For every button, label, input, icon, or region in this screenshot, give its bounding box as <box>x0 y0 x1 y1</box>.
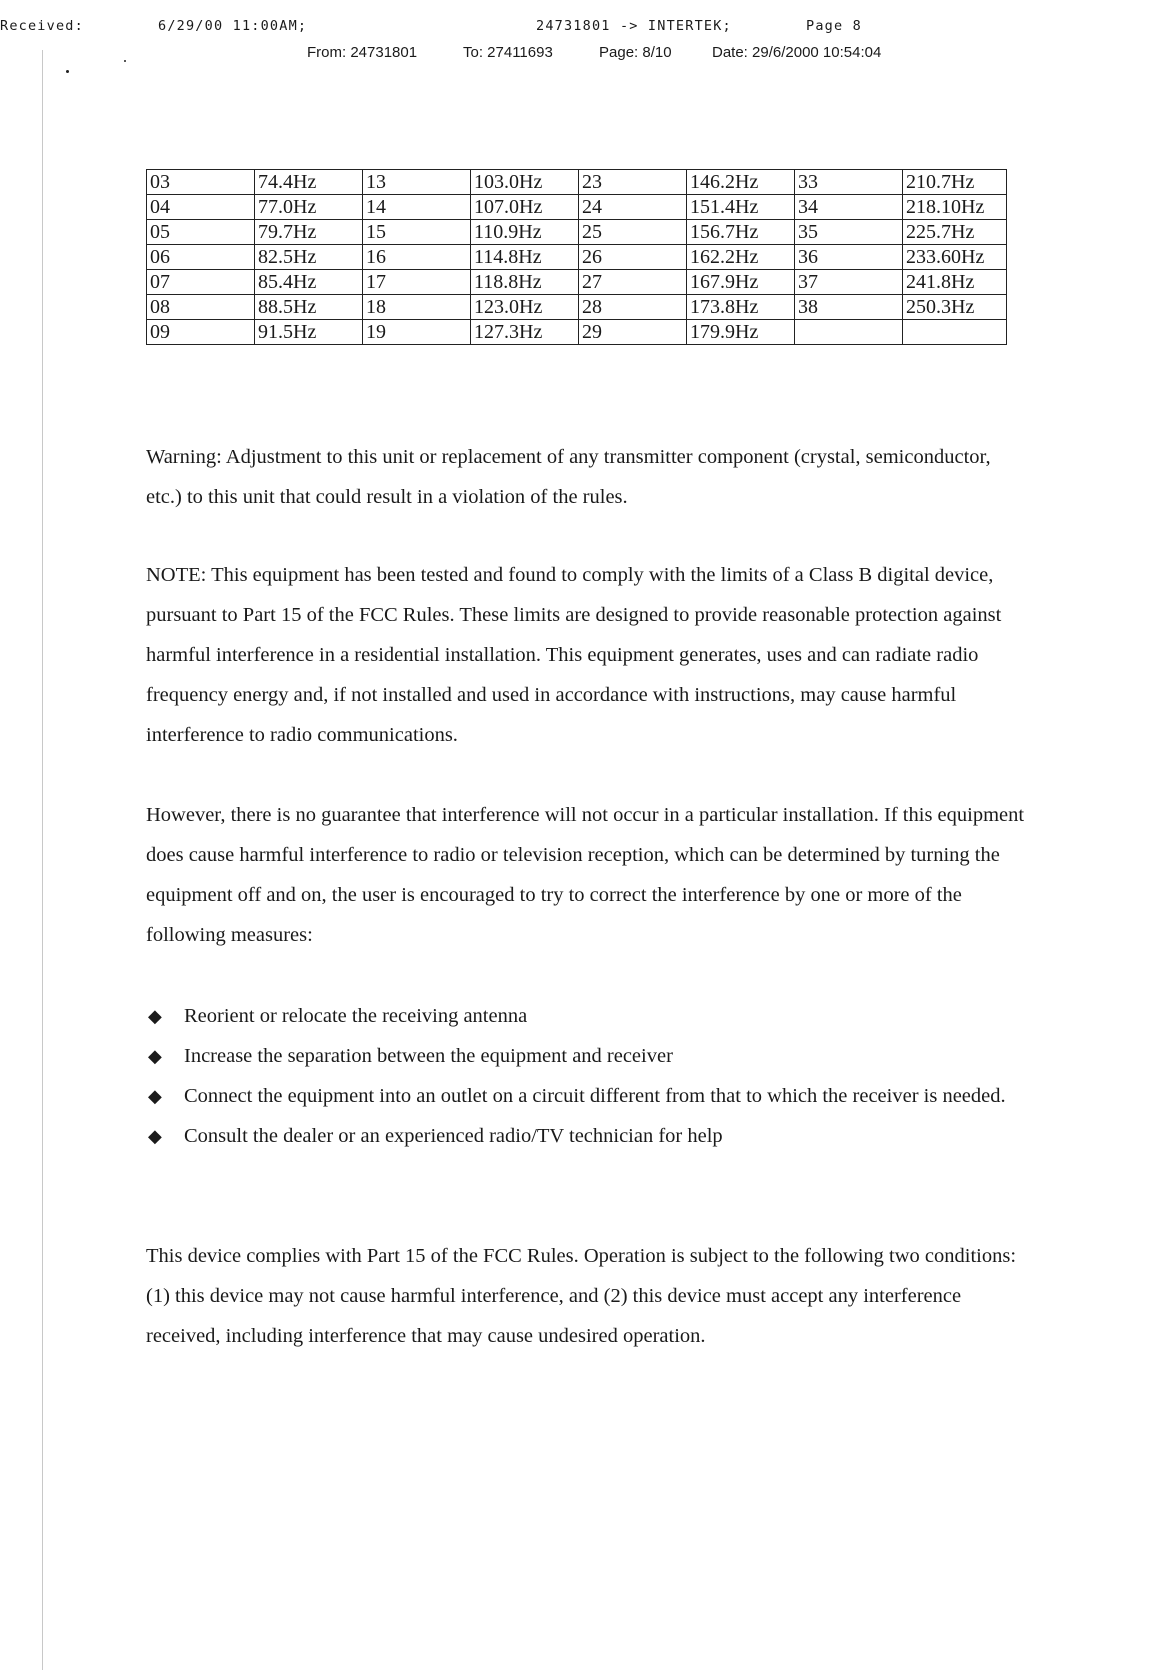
table-row <box>147 195 1007 220</box>
however-paragraph: However, there is no guarantee that interference will not occur in a particular installation. If this equipment does cause harmful interference to radio or television reception, which can be determined by turning the equipment off and on, the user is encouraged to try to correct the interference by one or more of the following measures: <box>146 804 1025 946</box>
interference-measures-list <box>146 996 1026 1156</box>
channel-number-cell <box>795 320 903 345</box>
channel-number-cell: 08 <box>147 295 255 320</box>
tone-frequency-cell: 114.8Hz <box>471 245 579 270</box>
measure-text: Connect the equipment into an outlet on a circuit different from that to which the receiver is needed. <box>184 1085 1006 1107</box>
table-row <box>147 245 1007 270</box>
channel-number-cell: 14 <box>363 195 471 220</box>
channel-number-cell: 06 <box>147 245 255 270</box>
tone-frequency-cell: 156.7Hz <box>687 220 795 245</box>
tone-frequency-cell: 110.9Hz <box>471 220 579 245</box>
tone-frequency-cell: 167.9Hz <box>687 270 795 295</box>
channel-number-cell: 19 <box>363 320 471 345</box>
table-row <box>147 270 1007 295</box>
tone-frequency-cell: 250.3Hz <box>903 295 1007 320</box>
fax-route: 24731801 -> INTERTEK; <box>536 18 732 34</box>
tone-frequency-cell <box>903 320 1007 345</box>
ctcss-frequency-table <box>146 169 1007 345</box>
tone-frequency-cell: 91.5Hz <box>255 320 363 345</box>
channel-number-cell: 35 <box>795 220 903 245</box>
tone-frequency-cell: 123.0Hz <box>471 295 579 320</box>
channel-number-cell: 34 <box>795 195 903 220</box>
received-label: Received: <box>0 18 84 34</box>
channel-number-cell: 37 <box>795 270 903 295</box>
tone-frequency-cell: 218.10Hz <box>903 195 1007 220</box>
channel-number-cell: 07 <box>147 270 255 295</box>
channel-number-cell: 26 <box>579 245 687 270</box>
scan-speck <box>66 70 69 73</box>
channel-number-cell: 04 <box>147 195 255 220</box>
tone-frequency-cell: 151.4Hz <box>687 195 795 220</box>
tone-frequency-cell: 162.2Hz <box>687 245 795 270</box>
channel-number-cell: 23 <box>579 170 687 195</box>
table-row <box>147 320 1007 345</box>
transmission-header <box>0 44 1000 66</box>
tone-frequency-cell: 225.7Hz <box>903 220 1007 245</box>
table-row <box>147 170 1007 195</box>
diamond-bullet-icon: ◆ <box>148 1006 162 1026</box>
tone-frequency-cell: 82.5Hz <box>255 245 363 270</box>
channel-number-cell: 16 <box>363 245 471 270</box>
tone-frequency-cell: 118.8Hz <box>471 270 579 295</box>
channel-number-cell: 24 <box>579 195 687 220</box>
tone-frequency-cell: 85.4Hz <box>255 270 363 295</box>
measure-text: Reorient or relocate the receiving antenna <box>184 1005 528 1027</box>
list-item <box>146 1116 1026 1156</box>
left-margin-rule <box>42 50 43 1670</box>
channel-number-cell: 09 <box>147 320 255 345</box>
compliance-paragraph: This device complies with Part 15 of the FCC Rules. Operation is subject to the following two conditions: (1) this device may not cause harmful interference, and (2) this device must accept any interference received, including interference that may cause undesired operation. <box>146 1245 1017 1347</box>
table-row <box>147 220 1007 245</box>
channel-number-cell: 15 <box>363 220 471 245</box>
list-item <box>146 1076 1026 1116</box>
channel-number-cell: 33 <box>795 170 903 195</box>
channel-number-cell: 38 <box>795 295 903 320</box>
tone-frequency-cell: 88.5Hz <box>255 295 363 320</box>
warning-paragraph: Warning: Adjustment to this unit or replacement of any transmitter component (crystal, semiconductor, etc.) to this unit that could result in a violation of the rules. <box>146 446 991 508</box>
channel-number-cell: 36 <box>795 245 903 270</box>
list-item <box>146 996 1026 1036</box>
channel-number-cell: 27 <box>579 270 687 295</box>
received-datetime: 6/29/00 11:00AM; <box>158 18 308 34</box>
tone-frequency-cell: 233.60Hz <box>903 245 1007 270</box>
channel-number-cell: 28 <box>579 295 687 320</box>
channel-number-cell: 13 <box>363 170 471 195</box>
tone-frequency-cell: 127.3Hz <box>471 320 579 345</box>
diamond-bullet-icon: ◆ <box>148 1126 162 1146</box>
channel-number-cell: 25 <box>579 220 687 245</box>
tone-frequency-cell: 107.0Hz <box>471 195 579 220</box>
note-paragraph: NOTE: This equipment has been tested and found to comply with the limits of a Class B digital device, pursuant to Part 15 of the FCC Rules. These limits are designed to provide reasonable protection against harmful interference in a residential installation. This equipment generates, uses and can radiate radio frequency energy and, if not installed and used in accordance with instructions, may cause harmful interference to radio communications. <box>146 564 1002 746</box>
list-item <box>146 1036 1026 1076</box>
tone-frequency-cell: 179.9Hz <box>687 320 795 345</box>
channel-number-cell: 03 <box>147 170 255 195</box>
to-number: To: 27411693 <box>463 44 553 61</box>
diamond-bullet-icon: ◆ <box>148 1046 162 1066</box>
fax-receive-header <box>0 18 900 40</box>
tone-frequency-cell: 74.4Hz <box>255 170 363 195</box>
measure-text: Increase the separation between the equipment and receiver <box>184 1045 673 1067</box>
tone-frequency-cell: 210.7Hz <box>903 170 1007 195</box>
tone-frequency-cell: 79.7Hz <box>255 220 363 245</box>
measure-text: Consult the dealer or an experienced radio/TV technician for help <box>184 1125 723 1147</box>
channel-number-cell: 17 <box>363 270 471 295</box>
tone-frequency-cell: 77.0Hz <box>255 195 363 220</box>
transmission-date: Date: 29/6/2000 10:54:04 <box>712 44 882 61</box>
tone-frequency-cell: 173.8Hz <box>687 295 795 320</box>
channel-number-cell: 05 <box>147 220 255 245</box>
tone-frequency-cell: 146.2Hz <box>687 170 795 195</box>
channel-number-cell: 29 <box>579 320 687 345</box>
table-row <box>147 295 1007 320</box>
diamond-bullet-icon: ◆ <box>148 1086 162 1106</box>
tone-frequency-cell: 103.0Hz <box>471 170 579 195</box>
fax-page-label: Page 8 <box>806 18 862 34</box>
page-count: Page: 8/10 <box>599 44 672 61</box>
tone-frequency-cell: 241.8Hz <box>903 270 1007 295</box>
from-number: From: 24731801 <box>307 44 418 61</box>
channel-number-cell: 18 <box>363 295 471 320</box>
